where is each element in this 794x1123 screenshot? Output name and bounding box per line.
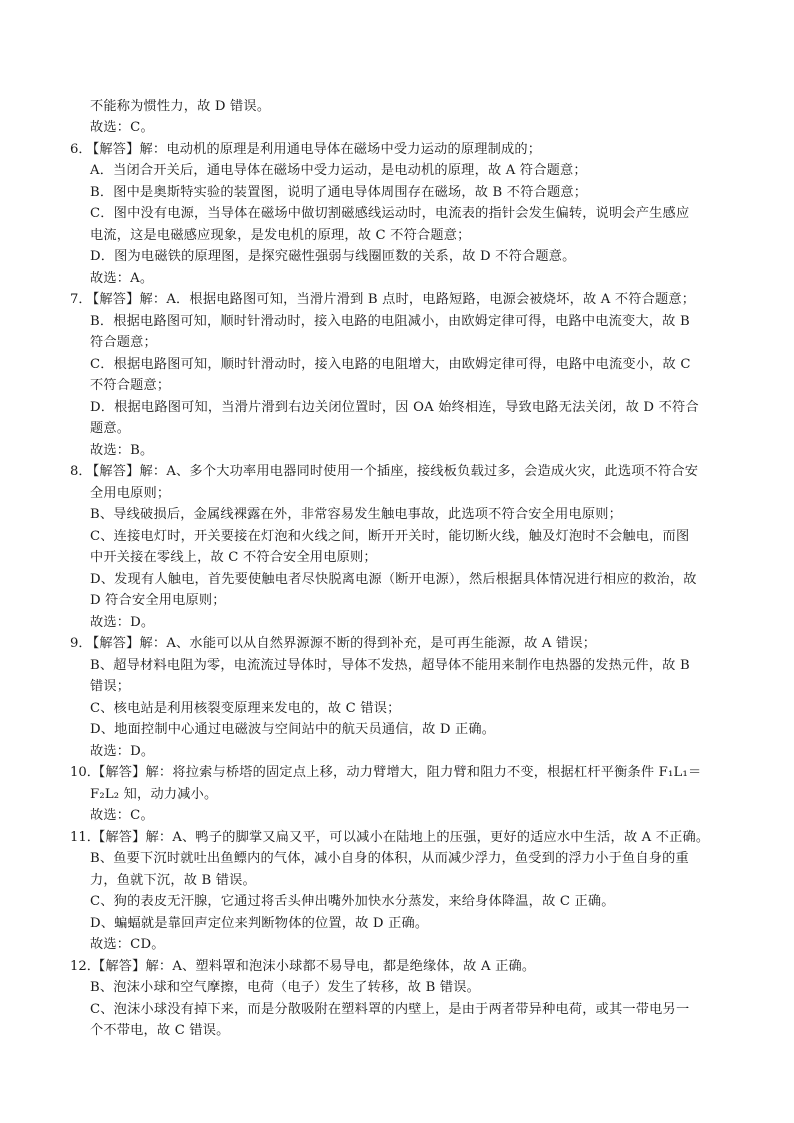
text-line: C、泡沫小球没有掉下来，而是分散吸附在塑料罩的内壁上，是由于两者带异种电荷，或其一带电另一 xyxy=(90,1002,690,1017)
question-number: 12． xyxy=(70,959,100,974)
text-line: B．根据电路图可知，顺时针滑动时，接入电路的电阻减小，由欧姆定律可得，电路中电流变大，故 B xyxy=(90,314,690,329)
text-line: B、鱼要下沉时就吐出鱼鳔内的气体，减小自身的体积，从而减少浮力，鱼受到的浮力小于鱼自身的重 xyxy=(90,851,689,866)
text-line: 故选：D。 xyxy=(90,744,155,759)
text-line: 【解答】解：A．根据电路图可知，当滑片滑到 B 点时，电路短路，电源会被烧坏，故 A 不符合题意； xyxy=(86,292,696,307)
text-line: D 符合安全用电原则； xyxy=(90,593,226,608)
question-number: 7． xyxy=(70,292,92,307)
text-line: 【解答】解：A、水能可以从自然界源源不断的得到补充，是可再生能源，故 A 错误； xyxy=(86,636,597,651)
text-line: 故选：B。 xyxy=(90,443,154,458)
text-line: 故选：C。 xyxy=(90,808,154,823)
text-line: 故选：CD。 xyxy=(90,937,165,952)
text-line: C、核电站是利用核裂变原理来发电的，故 C 错误； xyxy=(90,701,401,716)
text-line: C．图中没有电源，当导体在磁场中做切割磁感线运动时，电流表的指针会发生偏转，说明会产生感应 xyxy=(90,206,690,221)
text-line: D．图为电磁铁的原理图，是探究磁性强弱与线圈匝数的关系，故 D 不符合题意。 xyxy=(90,249,576,264)
text-line: D．根据电路图可知，当滑片滑到右边关闭位置时，因 OA 始终相连，导致电路无法关闭，故 D 不符合 xyxy=(90,400,699,415)
text-line: F₂L₂ 知，动力减小。 xyxy=(90,787,218,802)
text-line: 中开关接在零线上，故 C 不符合安全用电原则； xyxy=(90,550,377,565)
text-line: C．根据电路图可知，顺时针滑动时，接入电路的电阻增大，由欧姆定律可得，电路中电流变小，故 C xyxy=(90,357,691,372)
text-line: A．当闭合开关后，通电导体在磁场中受力运动，是电动机的原理，故 A 符合题意； xyxy=(90,163,587,178)
text-line: B．图中是奥斯特实验的装置图，说明了通电导体周围存在磁场，故 B 不符合题意； xyxy=(90,185,588,200)
text-line: 电流，这是电磁感应现象，是发电机的原理，故 C 不符合题意； xyxy=(90,228,471,243)
question-number: 8． xyxy=(70,464,92,479)
question-number: 6． xyxy=(70,142,92,157)
text-line: C、连接电灯时，开关要接在灯泡和火线之间，断开开关时，能切断火线，触及灯泡时不会触电，而图 xyxy=(90,529,690,544)
text-line: D、地面控制中心通过电磁波与空间站中的航天员通信，故 D 正确。 xyxy=(90,722,496,737)
text-line: B、导线破损后，金属线裸露在外，非常容易发生触电事故，此选项不符合安全用电原则； xyxy=(90,507,622,522)
text-line: 故选：D。 xyxy=(90,615,155,630)
text-line: 全用电原则； xyxy=(90,486,171,501)
text-line: 题意。 xyxy=(90,421,131,436)
text-line: D、蝙蝠就是靠回声定位来判断物体的位置，故 D 正确。 xyxy=(90,916,429,931)
text-line: 个不带电，故 C 错误。 xyxy=(90,1023,230,1038)
text-line: 【解答】解：A、多个大功率用电器同时使用一个插座，接线板负载过多，会造成火灾，此选项不符合安 xyxy=(86,464,699,479)
text-line: 【解答】解：A、鸭子的脚掌又扁又平，可以减小在陆地上的压强，更好的适应水中生活，故 A 不正确。 xyxy=(92,830,710,845)
text-line: 故选：A。 xyxy=(90,271,154,286)
text-line: 符合题意； xyxy=(90,335,157,350)
question-number: 9． xyxy=(70,636,92,651)
text-line: B、超导材料电阻为零，电流流过导体时，导体不发热，超导体不能用来制作电热器的发热元件，故 B xyxy=(90,658,690,673)
text-line: C、狗的表皮无汗腺，它通过将舌头伸出嘴外加快水分蒸发，来给身体降温，故 C 正确。 xyxy=(90,894,615,909)
question-number: 11． xyxy=(70,830,100,845)
text-line: 【解答】解：将拉索与桥塔的固定点上移，动力臂增大，阻力臂和阻力不变，根据杠杆平衡条件 F₁L₁＝ xyxy=(92,765,702,780)
text-line: 错误； xyxy=(90,679,131,694)
text-line: B、泡沫小球和空气摩擦，电荷（电子）发生了转移，故 B 错误。 xyxy=(90,980,481,995)
text-line: 故选：C。 xyxy=(90,120,154,135)
question-number: 10． xyxy=(70,765,100,780)
text-line: 力，鱼就下沉，故 B 错误。 xyxy=(90,873,256,888)
text-line: 【解答】解：电动机的原理是利用通电导体在磁场中受力运动的原理制成的； xyxy=(86,142,542,157)
text-line: 【解答】解：A、塑料罩和泡沫小球都不易导电，都是绝缘体，故 A 正确。 xyxy=(92,959,536,974)
text-line: 不符合题意； xyxy=(90,378,171,393)
text-line: 不能称为惯性力，故 D 错误。 xyxy=(90,99,271,114)
text-line: D、发现有人触电，首先要使触电者尽快脱离电源（断开电源），然后根据具体情况进行相应的救治，故 xyxy=(90,572,697,587)
